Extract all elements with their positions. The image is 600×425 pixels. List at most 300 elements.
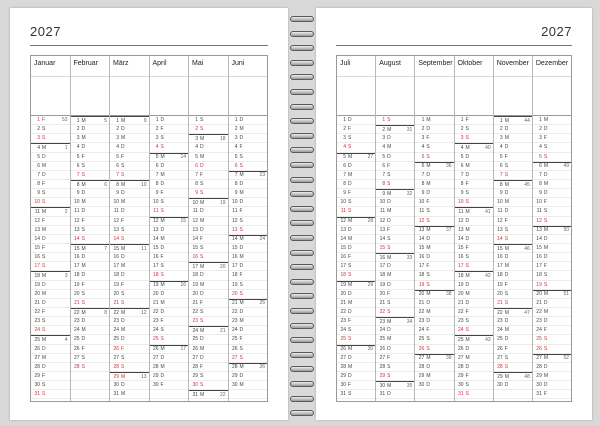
day-row[interactable] (71, 217, 110, 226)
day-row[interactable] (494, 271, 532, 280)
day-row[interactable] (229, 180, 268, 189)
day-row[interactable] (415, 235, 453, 244)
day-row[interactable] (71, 235, 110, 244)
day-row[interactable] (189, 171, 228, 180)
day-row[interactable] (533, 207, 571, 216)
day-row[interactable] (376, 244, 414, 253)
day-row[interactable] (494, 299, 532, 308)
day-row[interactable] (229, 125, 268, 134)
day-row[interactable] (110, 226, 149, 235)
day-row[interactable] (533, 354, 571, 363)
day-row[interactable] (71, 299, 110, 308)
day-row[interactable] (150, 235, 189, 244)
day-row[interactable] (337, 271, 375, 280)
day-row[interactable] (376, 335, 414, 344)
day-row[interactable] (31, 354, 70, 363)
day-row[interactable] (494, 244, 532, 253)
day-row[interactable] (494, 235, 532, 244)
day-row[interactable] (110, 153, 149, 162)
month-notes-area[interactable] (189, 77, 228, 116)
day-row[interactable] (494, 326, 532, 335)
day-row[interactable] (533, 244, 571, 253)
day-row[interactable] (189, 271, 228, 280)
day-row[interactable] (229, 271, 268, 280)
day-row[interactable] (494, 372, 532, 381)
day-row[interactable] (71, 253, 110, 262)
day-row[interactable] (229, 217, 268, 226)
day-row[interactable] (533, 281, 571, 290)
day-row[interactable] (110, 262, 149, 271)
day-row[interactable] (494, 207, 532, 216)
month-notes-area[interactable] (533, 77, 571, 116)
day-row[interactable] (189, 326, 228, 335)
day-row[interactable] (337, 171, 375, 180)
day-row[interactable] (110, 189, 149, 198)
day-row[interactable] (189, 180, 228, 189)
day-row[interactable] (189, 290, 228, 299)
day-row[interactable] (31, 308, 70, 317)
day-row[interactable] (494, 125, 532, 134)
day-row[interactable] (71, 143, 110, 152)
day-row[interactable] (376, 381, 414, 390)
day-row[interactable] (376, 253, 414, 262)
day-row[interactable] (189, 335, 228, 344)
day-row[interactable] (31, 326, 70, 335)
day-row[interactable] (31, 253, 70, 262)
day-row[interactable] (71, 354, 110, 363)
day-row[interactable] (229, 134, 268, 143)
day-row[interactable] (337, 235, 375, 244)
day-row[interactable] (189, 226, 228, 235)
day-row[interactable] (376, 125, 414, 134)
day-row[interactable] (376, 226, 414, 235)
day-row[interactable] (229, 299, 268, 308)
day-row[interactable] (494, 317, 532, 326)
day-row[interactable] (376, 217, 414, 226)
day-row[interactable] (455, 262, 493, 271)
day-row[interactable] (415, 162, 453, 171)
day-row[interactable] (494, 290, 532, 299)
day-row[interactable] (533, 171, 571, 180)
day-row[interactable] (229, 281, 268, 290)
day-row[interactable] (150, 180, 189, 189)
day-row[interactable] (189, 198, 228, 207)
day-row[interactable] (150, 253, 189, 262)
day-row[interactable] (494, 345, 532, 354)
day-row[interactable] (376, 116, 414, 125)
day-row[interactable] (533, 253, 571, 262)
day-row[interactable] (110, 390, 149, 399)
day-row[interactable] (150, 381, 189, 390)
day-row[interactable] (455, 207, 493, 216)
day-row[interactable] (150, 345, 189, 354)
day-row[interactable] (533, 317, 571, 326)
day-row[interactable] (376, 153, 414, 162)
day-row[interactable] (31, 226, 70, 235)
day-row[interactable] (533, 299, 571, 308)
day-row[interactable] (189, 153, 228, 162)
day-row[interactable] (110, 244, 149, 253)
day-row[interactable] (533, 326, 571, 335)
day-row[interactable] (376, 235, 414, 244)
day-row[interactable] (415, 281, 453, 290)
day-row[interactable] (229, 326, 268, 335)
day-row[interactable] (150, 299, 189, 308)
day-row[interactable] (533, 189, 571, 198)
day-row[interactable] (337, 253, 375, 262)
day-row[interactable] (229, 116, 268, 125)
day-row[interactable] (337, 299, 375, 308)
day-row[interactable] (71, 335, 110, 344)
day-row[interactable] (71, 171, 110, 180)
day-row[interactable] (31, 290, 70, 299)
day-row[interactable] (110, 354, 149, 363)
day-row[interactable] (337, 153, 375, 162)
day-row[interactable] (189, 143, 228, 152)
day-row[interactable] (455, 180, 493, 189)
day-row[interactable] (533, 162, 571, 171)
day-row[interactable] (31, 134, 70, 143)
day-row[interactable] (31, 271, 70, 280)
day-row[interactable] (31, 244, 70, 253)
day-row[interactable] (494, 153, 532, 162)
day-row[interactable] (533, 125, 571, 134)
day-row[interactable] (31, 198, 70, 207)
day-row[interactable] (110, 271, 149, 280)
day-row[interactable] (494, 363, 532, 372)
day-row[interactable] (533, 235, 571, 244)
day-row[interactable] (71, 308, 110, 317)
day-row[interactable] (415, 271, 453, 280)
day-row[interactable] (533, 116, 571, 125)
day-row[interactable] (71, 345, 110, 354)
day-row[interactable] (31, 189, 70, 198)
day-row[interactable] (229, 235, 268, 244)
day-row[interactable] (455, 162, 493, 171)
day-row[interactable] (150, 262, 189, 271)
day-row[interactable] (110, 162, 149, 171)
day-row[interactable] (71, 326, 110, 335)
day-row[interactable] (150, 143, 189, 152)
day-row[interactable] (455, 125, 493, 134)
day-row[interactable] (71, 290, 110, 299)
month-notes-area[interactable] (71, 77, 110, 116)
day-row[interactable] (337, 345, 375, 354)
day-row[interactable] (31, 207, 70, 216)
day-row[interactable] (189, 363, 228, 372)
day-row[interactable] (337, 281, 375, 290)
day-row[interactable] (229, 207, 268, 216)
day-row[interactable] (110, 125, 149, 134)
day-row[interactable] (337, 290, 375, 299)
day-row[interactable] (71, 125, 110, 134)
day-row[interactable] (150, 317, 189, 326)
day-row[interactable] (110, 235, 149, 244)
day-row[interactable] (455, 390, 493, 399)
day-row[interactable] (337, 207, 375, 216)
day-row[interactable] (494, 253, 532, 262)
day-row[interactable] (71, 244, 110, 253)
day-row[interactable] (376, 271, 414, 280)
day-row[interactable] (150, 308, 189, 317)
day-row[interactable] (455, 317, 493, 326)
day-row[interactable] (31, 317, 70, 326)
day-row[interactable] (189, 217, 228, 226)
day-row[interactable] (494, 116, 532, 125)
day-row[interactable] (110, 171, 149, 180)
day-row[interactable] (229, 198, 268, 207)
day-row[interactable] (150, 116, 189, 125)
day-row[interactable] (376, 354, 414, 363)
day-row[interactable] (31, 363, 70, 372)
day-row[interactable] (229, 363, 268, 372)
day-row[interactable] (31, 345, 70, 354)
day-row[interactable] (110, 308, 149, 317)
day-row[interactable] (376, 207, 414, 216)
day-row[interactable] (415, 143, 453, 152)
day-row[interactable] (494, 262, 532, 271)
day-row[interactable] (455, 271, 493, 280)
day-row[interactable] (415, 354, 453, 363)
day-row[interactable] (455, 171, 493, 180)
day-row[interactable] (150, 244, 189, 253)
day-row[interactable] (415, 363, 453, 372)
day-row[interactable] (71, 180, 110, 189)
day-row[interactable] (189, 125, 228, 134)
day-row[interactable] (415, 198, 453, 207)
day-row[interactable] (376, 143, 414, 152)
day-row[interactable] (337, 189, 375, 198)
day-row[interactable] (71, 226, 110, 235)
day-row[interactable] (189, 189, 228, 198)
day-row[interactable] (189, 390, 228, 399)
day-row[interactable] (337, 180, 375, 189)
day-row[interactable] (229, 308, 268, 317)
day-row[interactable] (415, 134, 453, 143)
day-row[interactable] (494, 180, 532, 189)
day-row[interactable] (110, 198, 149, 207)
day-row[interactable] (337, 198, 375, 207)
day-row[interactable] (455, 326, 493, 335)
day-row[interactable] (455, 335, 493, 344)
day-row[interactable] (455, 226, 493, 235)
day-row[interactable] (150, 153, 189, 162)
day-row[interactable] (229, 143, 268, 152)
day-row[interactable] (150, 217, 189, 226)
day-row[interactable] (494, 335, 532, 344)
day-row[interactable] (110, 290, 149, 299)
day-row[interactable] (189, 299, 228, 308)
day-row[interactable] (533, 271, 571, 280)
day-row[interactable] (229, 253, 268, 262)
day-row[interactable] (71, 198, 110, 207)
day-row[interactable] (376, 345, 414, 354)
day-row[interactable] (110, 180, 149, 189)
day-row[interactable] (31, 335, 70, 344)
day-row[interactable] (229, 372, 268, 381)
day-row[interactable] (110, 143, 149, 152)
day-row[interactable] (110, 335, 149, 344)
day-row[interactable] (150, 363, 189, 372)
day-row[interactable] (31, 143, 70, 152)
day-row[interactable] (71, 363, 110, 372)
day-row[interactable] (533, 198, 571, 207)
day-row[interactable] (494, 134, 532, 143)
day-row[interactable] (150, 125, 189, 134)
day-row[interactable] (494, 198, 532, 207)
day-row[interactable] (189, 253, 228, 262)
day-row[interactable] (189, 281, 228, 290)
day-row[interactable] (455, 134, 493, 143)
day-row[interactable] (376, 317, 414, 326)
day-row[interactable] (455, 290, 493, 299)
day-row[interactable] (71, 189, 110, 198)
day-row[interactable] (110, 363, 149, 372)
day-row[interactable] (110, 134, 149, 143)
day-row[interactable] (376, 262, 414, 271)
day-row[interactable] (376, 390, 414, 399)
day-row[interactable] (376, 308, 414, 317)
day-row[interactable] (455, 345, 493, 354)
day-row[interactable] (415, 116, 453, 125)
day-row[interactable] (376, 326, 414, 335)
day-row[interactable] (494, 217, 532, 226)
day-row[interactable] (229, 345, 268, 354)
day-row[interactable] (415, 299, 453, 308)
day-row[interactable] (229, 189, 268, 198)
day-row[interactable] (415, 381, 453, 390)
day-row[interactable] (415, 244, 453, 253)
day-row[interactable] (71, 207, 110, 216)
day-row[interactable] (533, 180, 571, 189)
day-row[interactable] (455, 143, 493, 152)
day-row[interactable] (337, 390, 375, 399)
day-row[interactable] (150, 354, 189, 363)
month-notes-area[interactable] (415, 77, 453, 116)
day-row[interactable] (150, 372, 189, 381)
day-row[interactable] (110, 372, 149, 381)
day-row[interactable] (110, 345, 149, 354)
day-row[interactable] (71, 317, 110, 326)
day-row[interactable] (337, 363, 375, 372)
day-row[interactable] (110, 281, 149, 290)
day-row[interactable] (229, 317, 268, 326)
day-row[interactable] (376, 162, 414, 171)
day-row[interactable] (31, 116, 70, 125)
day-row[interactable] (455, 253, 493, 262)
day-row[interactable] (189, 235, 228, 244)
day-row[interactable] (189, 244, 228, 253)
day-row[interactable] (110, 253, 149, 262)
day-row[interactable] (494, 308, 532, 317)
day-row[interactable] (533, 217, 571, 226)
day-row[interactable] (455, 235, 493, 244)
day-row[interactable] (415, 125, 453, 134)
day-row[interactable] (229, 290, 268, 299)
day-row[interactable] (376, 281, 414, 290)
day-row[interactable] (533, 308, 571, 317)
day-row[interactable] (150, 207, 189, 216)
day-row[interactable] (455, 299, 493, 308)
day-row[interactable] (150, 189, 189, 198)
day-row[interactable] (71, 281, 110, 290)
day-row[interactable] (229, 162, 268, 171)
day-row[interactable] (110, 317, 149, 326)
month-notes-area[interactable] (150, 77, 189, 116)
day-row[interactable] (376, 134, 414, 143)
day-row[interactable] (31, 372, 70, 381)
day-row[interactable] (150, 271, 189, 280)
day-row[interactable] (415, 226, 453, 235)
day-row[interactable] (337, 381, 375, 390)
day-row[interactable] (376, 299, 414, 308)
day-row[interactable] (150, 134, 189, 143)
day-row[interactable] (533, 134, 571, 143)
day-row[interactable] (31, 299, 70, 308)
day-row[interactable] (376, 363, 414, 372)
day-row[interactable] (110, 381, 149, 390)
day-row[interactable] (189, 317, 228, 326)
day-row[interactable] (415, 308, 453, 317)
day-row[interactable] (337, 326, 375, 335)
day-row[interactable] (376, 180, 414, 189)
day-row[interactable] (494, 162, 532, 171)
day-row[interactable] (337, 354, 375, 363)
day-row[interactable] (455, 308, 493, 317)
month-notes-area[interactable] (110, 77, 149, 116)
day-row[interactable] (415, 253, 453, 262)
day-row[interactable] (337, 262, 375, 271)
month-notes-area[interactable] (494, 77, 532, 116)
day-row[interactable] (31, 153, 70, 162)
day-row[interactable] (376, 290, 414, 299)
day-row[interactable] (415, 345, 453, 354)
day-row[interactable] (110, 217, 149, 226)
day-row[interactable] (150, 198, 189, 207)
day-row[interactable] (337, 134, 375, 143)
day-row[interactable] (229, 244, 268, 253)
month-notes-area[interactable] (376, 77, 414, 116)
day-row[interactable] (150, 326, 189, 335)
day-row[interactable] (31, 381, 70, 390)
day-row[interactable] (189, 381, 228, 390)
month-notes-area[interactable] (337, 77, 375, 116)
day-row[interactable] (455, 116, 493, 125)
day-row[interactable] (110, 326, 149, 335)
day-row[interactable] (494, 189, 532, 198)
day-row[interactable] (455, 153, 493, 162)
day-row[interactable] (71, 134, 110, 143)
day-row[interactable] (533, 290, 571, 299)
day-row[interactable] (376, 198, 414, 207)
day-row[interactable] (376, 171, 414, 180)
day-row[interactable] (533, 262, 571, 271)
day-row[interactable] (494, 354, 532, 363)
day-row[interactable] (110, 207, 149, 216)
day-row[interactable] (31, 262, 70, 271)
day-row[interactable] (494, 171, 532, 180)
day-row[interactable] (337, 308, 375, 317)
day-row[interactable] (31, 217, 70, 226)
day-row[interactable] (415, 180, 453, 189)
day-row[interactable] (229, 354, 268, 363)
day-row[interactable] (229, 171, 268, 180)
day-row[interactable] (533, 372, 571, 381)
day-row[interactable] (189, 372, 228, 381)
day-row[interactable] (415, 326, 453, 335)
day-row[interactable] (31, 125, 70, 134)
day-row[interactable] (415, 207, 453, 216)
